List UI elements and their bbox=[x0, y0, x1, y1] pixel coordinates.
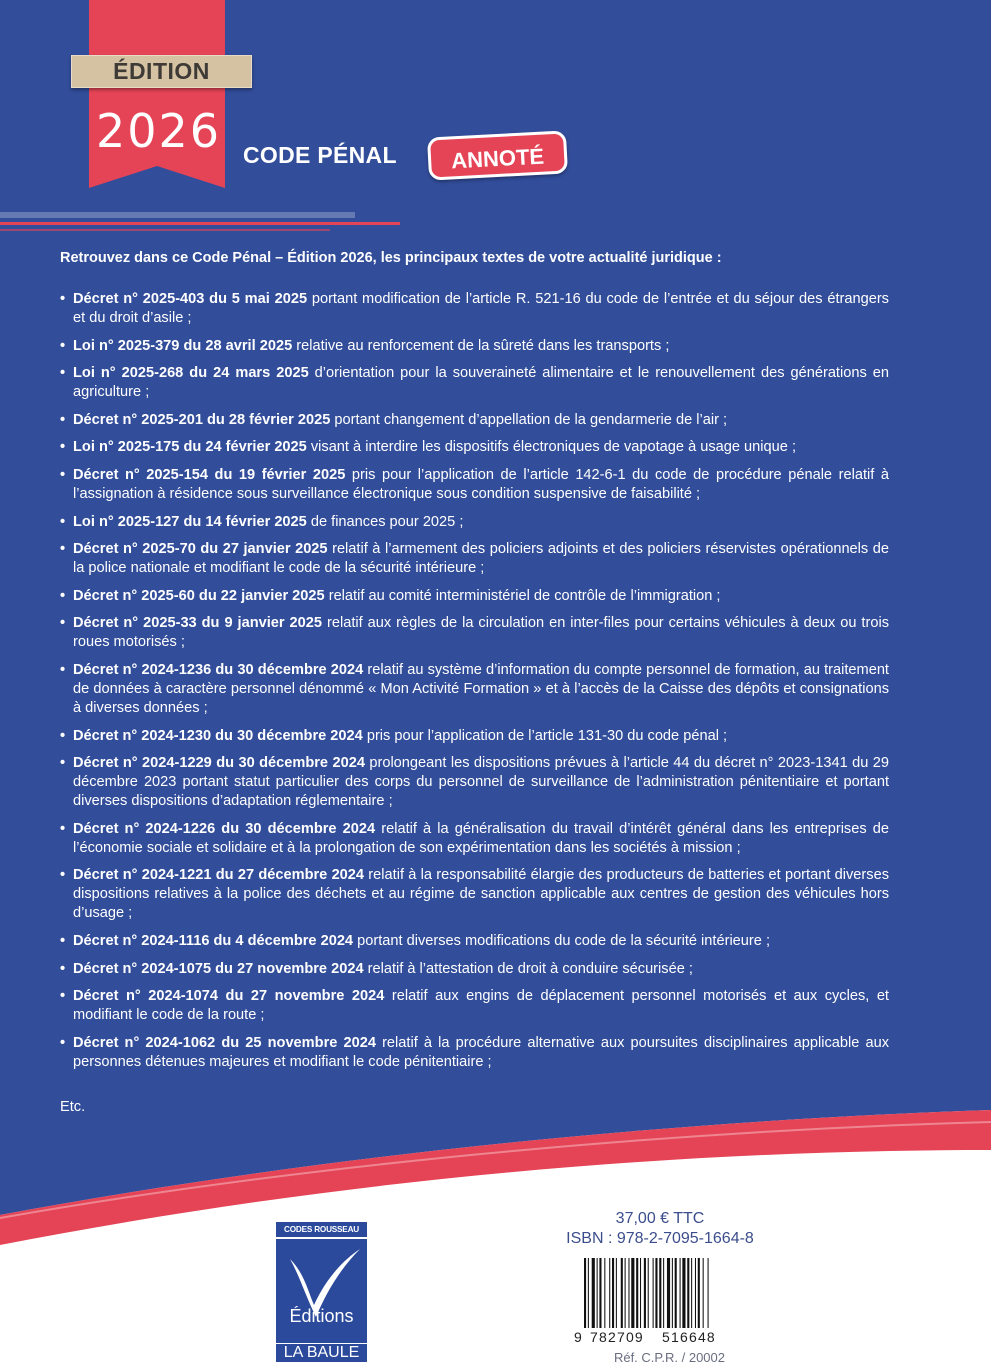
barcode-bar bbox=[625, 1258, 626, 1328]
legal-text-reference: Décret n° 2024-1226 du 30 décembre 2024 bbox=[73, 820, 376, 837]
legal-text-reference: Loi n° 2025-379 du 28 avril 2025 bbox=[73, 337, 293, 354]
bullet-icon: • bbox=[60, 365, 66, 382]
publisher-name: Éditions bbox=[289, 1306, 354, 1326]
barcode-bar bbox=[672, 1258, 673, 1328]
barcode-bar bbox=[663, 1258, 664, 1328]
publisher-brand: CODES ROUSSEAU bbox=[276, 1222, 367, 1237]
legal-text-item bbox=[60, 290, 889, 328]
legal-text-reference: Décret n° 2024-1116 du 4 décembre 2024 bbox=[73, 932, 354, 949]
legal-text-description: relatif au comité interministériel de contrôle de l’immigration ; bbox=[324, 587, 721, 604]
barcode-bar bbox=[691, 1258, 692, 1328]
barcode-bar bbox=[653, 1258, 654, 1328]
barcode-bar bbox=[599, 1258, 601, 1328]
legal-text-description: portant diverses modifications du code de la sécurité intérieure ; bbox=[353, 932, 771, 949]
intro-text: Retrouvez dans ce Code Pénal – Édition 2026, les principaux textes de votre actualité juridique : bbox=[60, 250, 722, 266]
legal-text-reference: Décret n° 2025-154 du 19 février 2025 bbox=[73, 466, 346, 483]
barcode-bar bbox=[680, 1258, 681, 1328]
barcode-bar bbox=[675, 1258, 677, 1328]
edition-year: 2026 bbox=[96, 104, 222, 158]
legal-text-reference: Décret n° 2024-1230 du 30 décembre 2024 bbox=[73, 727, 363, 744]
etc-text: Etc. bbox=[60, 1099, 86, 1115]
legal-text-description: relatif à la généralisation du travail d’intérêt général dans les entreprises de l’économie sociale et solidaire et à la prolongation de son expérimentation dans les sociétés à mission ; bbox=[73, 820, 889, 856]
bullet-icon: • bbox=[60, 541, 66, 558]
legal-text-item bbox=[60, 932, 889, 951]
legal-text-description: relatif aux engins de déplacement personnel motorisés et aux cycles, et modifiant le code de la route ; bbox=[73, 988, 889, 1024]
barcode-bar bbox=[628, 1258, 629, 1328]
legal-text-description: relatif à l’armement des policiers adjoints et des policiers réservistes opérationnels de la police nationale et modifiant le code de la sécurité intérieure ; bbox=[73, 541, 889, 577]
legal-text-description: portant modification de l’article R. 521-16 du code de l’entrée et du séjour des étrangers et du droit d’asile ; bbox=[73, 291, 889, 326]
book-title: CODE PÉNAL bbox=[243, 142, 397, 168]
barcode-bar bbox=[636, 1258, 638, 1328]
barcode-bar bbox=[698, 1258, 700, 1328]
legal-text-description: relatif à la procédure alternative aux poursuites disciplinaires applicable aux personnes détenues majeures et modifiant le code pénitentiaire ; bbox=[73, 1034, 889, 1070]
edition-ribbon bbox=[89, 0, 225, 188]
price: 37,00 € TTC bbox=[615, 1210, 705, 1227]
barcode-bar bbox=[682, 1258, 685, 1328]
legal-text-item bbox=[60, 661, 889, 718]
barcode-bar bbox=[612, 1258, 614, 1328]
legal-text-item bbox=[60, 820, 889, 858]
legal-text-item bbox=[60, 438, 889, 457]
legal-text-item bbox=[60, 987, 889, 1025]
legal-text-item bbox=[60, 960, 889, 979]
barcode-digits-left: 782709 bbox=[590, 1329, 644, 1344]
barcode-bar bbox=[687, 1258, 689, 1328]
legal-text-item bbox=[60, 411, 889, 430]
publisher-logo bbox=[276, 1222, 367, 1362]
barcode-bar bbox=[609, 1258, 610, 1328]
barcode-bars bbox=[584, 1258, 709, 1328]
barcode-bar bbox=[644, 1258, 646, 1328]
bullet-icon: • bbox=[60, 513, 66, 530]
legal-text-description: prolongeant les dispositions prévues à l’article 44 du décret n° 2023-1341 du 29 décembre 2023 portant statut particulier des corps du personnel de surveillance de l’administration pénitentiaire et portant diverses dispositions d’adaptation réglementaire ; bbox=[73, 755, 889, 810]
bullet-icon: • bbox=[60, 466, 66, 483]
legal-text-description: relatif à l’attestation de droit à conduire sécurisée ; bbox=[363, 960, 693, 977]
legal-text-item bbox=[60, 1034, 889, 1072]
bullet-icon: • bbox=[60, 337, 66, 354]
legal-text-description: visant à interdire les dispositifs électroniques de vapotage à usage unique ; bbox=[306, 439, 796, 456]
reference-code: Réf. C.P.R. / 20002 bbox=[613, 1350, 725, 1365]
swoosh-icon bbox=[276, 1239, 367, 1343]
legal-text-reference: Décret n° 2024-1075 du 27 novembre 2024 bbox=[73, 960, 364, 977]
legal-text-description: relatif aux règles de la circulation en inter-files pour certains véhicules à deux ou trois roues motorisés ; bbox=[73, 615, 889, 651]
barcode-bar bbox=[708, 1258, 709, 1328]
legal-text-item bbox=[60, 364, 889, 402]
legal-text-reference: Décret n° 2025-60 du 22 janvier 2025 bbox=[73, 587, 325, 604]
bullet-icon: • bbox=[60, 727, 66, 744]
legal-text-list bbox=[60, 290, 889, 1080]
bullet-icon: • bbox=[60, 587, 66, 604]
barcode-bar bbox=[616, 1258, 617, 1328]
barcode-bar bbox=[584, 1258, 586, 1328]
barcode-bar bbox=[597, 1258, 598, 1328]
legal-text-description: relative au renforcement de la sûreté dans les transports ; bbox=[292, 337, 670, 354]
barcode-bar bbox=[588, 1258, 589, 1328]
legal-text-reference: Décret n° 2024-1221 du 27 décembre 2024 bbox=[73, 867, 365, 884]
bullet-icon: • bbox=[60, 960, 66, 977]
legal-text-description: d’orientation pour la souveraineté alimentaire et le renouvellement des générations en agriculture ; bbox=[73, 365, 889, 401]
barcode-bar bbox=[604, 1258, 605, 1328]
isbn: ISBN : 978-2-7095-1664-8 bbox=[566, 1230, 754, 1247]
legal-text-reference: Décret n° 2025-403 du 5 mai 2025 bbox=[73, 291, 308, 307]
bullet-icon: • bbox=[60, 867, 66, 884]
legal-text-reference: Décret n° 2024-1062 du 25 novembre 2024 bbox=[73, 1034, 376, 1051]
publisher-location: LA BAULE bbox=[276, 1344, 367, 1362]
bullet-icon: • bbox=[60, 820, 66, 837]
edition-label: ÉDITION bbox=[71, 55, 252, 88]
barcode-bar bbox=[667, 1258, 670, 1328]
legal-text-reference: Décret n° 2024-1236 du 30 décembre 2024 bbox=[73, 661, 364, 678]
legal-text-description: relatif au système d’information du compte personnel de formation, au traitement de données à caractère personnel dénommé « Mon Activité Formation » et à l’accès de la Caisse des dépôts et consignations à diverses données ; bbox=[73, 661, 889, 716]
barcode-bar bbox=[695, 1258, 696, 1328]
barcode-bar bbox=[703, 1258, 704, 1328]
publisher-emblem bbox=[276, 1239, 367, 1343]
barcode-bar bbox=[592, 1258, 595, 1328]
legal-text-item bbox=[60, 513, 889, 532]
bullet-icon: • bbox=[60, 755, 66, 772]
legal-text-item bbox=[60, 466, 889, 504]
legal-text-reference: Décret n° 2024-1229 du 30 décembre 2024 bbox=[73, 755, 365, 772]
barcode-bar bbox=[659, 1258, 661, 1328]
legal-text-item bbox=[60, 754, 889, 811]
legal-text-item bbox=[60, 727, 889, 746]
bullet-icon: • bbox=[60, 615, 66, 632]
barcode bbox=[572, 1258, 736, 1344]
legal-text-reference: Décret n° 2025-70 du 27 janvier 2025 bbox=[73, 541, 328, 558]
legal-text-reference: Loi n° 2025-268 du 24 mars 2025 bbox=[73, 365, 309, 382]
bullet-icon: • bbox=[60, 291, 66, 307]
barcode-bar bbox=[621, 1258, 623, 1328]
legal-text-item bbox=[60, 866, 889, 923]
legal-text-description: pris pour l’application de l’article 142-6-1 du code de procédure pénale relatif à l’assignation à résidence sous surveillance électronique sous condition suspensive de faisabilité ; bbox=[73, 466, 889, 502]
bullet-icon: • bbox=[60, 932, 66, 949]
legal-text-reference: Décret n° 2025-33 du 9 janvier 2025 bbox=[73, 615, 323, 632]
legal-text-reference: Décret n° 2025-201 du 28 février 2025 bbox=[73, 411, 331, 428]
legal-text-reference: Loi n° 2025-175 du 24 février 2025 bbox=[73, 439, 307, 456]
annote-badge: ANNOTÉ bbox=[427, 130, 568, 180]
barcode-bar bbox=[648, 1258, 649, 1328]
bullet-icon: • bbox=[60, 439, 66, 456]
legal-text-description: relatif à la responsabilité élargie des producteurs de batteries et portant diverses dispositions relatives à la police des déchets et au régime de sanction applicable aux centres de gestion des véhicules hors d’usage ; bbox=[73, 867, 889, 922]
barcode-bar bbox=[631, 1258, 634, 1328]
barcode-bar bbox=[655, 1258, 657, 1328]
legal-text-item bbox=[60, 614, 889, 652]
legal-text-description: portant changement d’appellation de la gendarmerie de l’air ; bbox=[330, 411, 728, 428]
bullet-icon: • bbox=[60, 1034, 66, 1051]
legal-text-item bbox=[60, 337, 889, 356]
barcode-digit-first: 9 bbox=[574, 1329, 582, 1344]
bullet-icon: • bbox=[60, 988, 66, 1005]
legal-text-item bbox=[60, 540, 889, 578]
legal-text-description: de finances pour 2025 ; bbox=[306, 513, 464, 530]
legal-text-reference: Loi n° 2025-127 du 14 février 2025 bbox=[73, 513, 307, 530]
bullet-icon: • bbox=[60, 661, 66, 678]
legal-text-description: pris pour l’application de l’article 131-30 du code pénal ; bbox=[362, 727, 728, 744]
barcode-digits-right: 516648 bbox=[662, 1329, 716, 1344]
legal-text-item bbox=[60, 587, 889, 606]
legal-text-reference: Décret n° 2024-1074 du 27 novembre 2024 bbox=[73, 988, 385, 1005]
barcode-bar bbox=[640, 1258, 641, 1328]
bullet-icon: • bbox=[60, 411, 66, 428]
